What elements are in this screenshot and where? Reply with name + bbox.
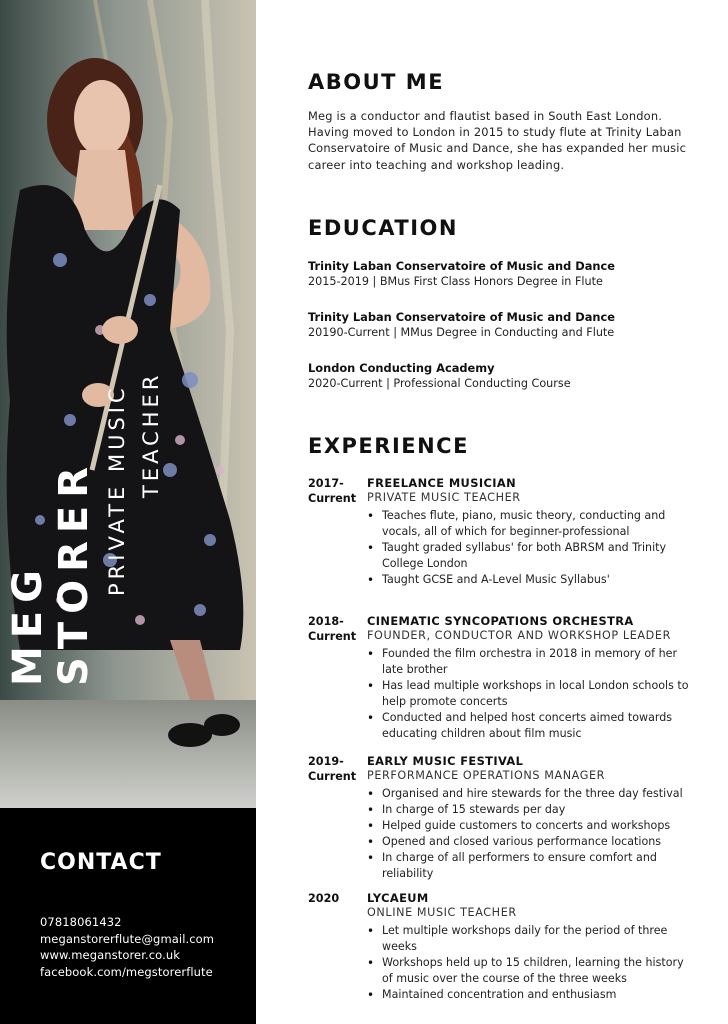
- experience-role: FREELANCE MUSICIAN: [367, 476, 516, 490]
- education-detail: 20190-Current | MMus Degree in Conducting and Flute: [308, 326, 615, 339]
- education-detail: 2020-Current | Professional Conducting Course: [308, 377, 571, 390]
- experience-date-start: 2019-: [308, 755, 344, 768]
- experience-title: EXPERIENCE: [308, 434, 469, 458]
- first-name: MEG: [5, 562, 51, 686]
- bullet-item: • Let multiple workshops daily for the period of three weeks: [367, 923, 692, 955]
- bullet-item: • Conducted and helped host concerts aimed towards educating children about film music: [367, 710, 692, 742]
- contact-panel: [0, 808, 256, 1024]
- education-detail: 2015-2019 | BMus First Class Honors Degree in Flute: [308, 275, 603, 288]
- experience-bullets: [367, 923, 692, 1003]
- education-item: [308, 309, 698, 341]
- experience-bullets: [367, 646, 692, 742]
- experience-subtitle: ONLINE MUSIC TEACHER: [367, 906, 517, 919]
- last-name: STORER: [51, 458, 97, 686]
- experience-subtitle: PRIVATE MUSIC TEACHER: [367, 491, 521, 504]
- experience-subtitle: PERFORMANCE OPERATIONS MANAGER: [367, 769, 606, 782]
- bullet-item: • Taught graded syllabus' for both ABRSM and Trinity College London: [367, 540, 692, 572]
- profile-photo: [0, 0, 256, 808]
- bullet-item: • Organised and hire stewards for the three day festival: [367, 786, 692, 802]
- experience-role: LYCAEUM: [367, 891, 429, 905]
- education-school: Trinity Laban Conservatoire of Music and Dance: [308, 310, 615, 324]
- role-line-2: TEACHER: [139, 371, 163, 498]
- role-line-1: PRIVATE MUSIC: [105, 384, 129, 596]
- education-school: Trinity Laban Conservatoire of Music and Dance: [308, 259, 615, 273]
- bullet-item: • Teaches flute, piano, music theory, conducting and vocals, all of which for beginner-professional: [367, 508, 692, 540]
- experience-date: [308, 754, 360, 784]
- contact-facebook[interactable]: facebook.com/megstorerflute: [40, 964, 213, 979]
- experience-date: [308, 614, 360, 644]
- bullet-item: • Maintained concentration and enthusiasm: [367, 987, 692, 1003]
- education-item: [308, 258, 698, 290]
- education-title: EDUCATION: [308, 216, 458, 240]
- contact-list: [40, 914, 214, 980]
- bullet-item: • Founded the film orchestra in 2018 in memory of her late brother: [367, 646, 692, 678]
- experience-subtitle: FOUNDER, CONDUCTOR AND WORKSHOP LEADER: [367, 629, 671, 642]
- left-column: [0, 0, 256, 1024]
- experience-role: CINEMATIC SYNCOPATIONS ORCHESTRA: [367, 614, 634, 628]
- bullet-item: • Workshops held up to 15 children, learning the history of music over the course of the three weeks: [367, 955, 692, 987]
- education-school: London Conducting Academy: [308, 361, 495, 375]
- experience-body: [367, 614, 692, 742]
- bullet-item: • Opened and closed various performance locations: [367, 834, 692, 850]
- experience-date-end: Current: [308, 630, 357, 643]
- education-item: [308, 360, 698, 392]
- bullet-item: • Helped guide customers to concerts and workshops: [367, 818, 692, 834]
- experience-date-end: Current: [308, 492, 357, 505]
- experience-bullets: [367, 786, 692, 882]
- experience-date-start: 2020: [308, 892, 340, 905]
- experience-date-end: Current: [308, 770, 357, 783]
- experience-body: [367, 476, 692, 588]
- experience-date-start: 2018-: [308, 615, 344, 628]
- experience-body: [367, 891, 692, 1003]
- name-block: [0, 0, 256, 808]
- bullet-item: • In charge of all performers to ensure comfort and reliability: [367, 850, 692, 882]
- bullet-item: • Taught GCSE and A-Level Music Syllabus': [367, 572, 692, 588]
- about-text: Meg is a conductor and flautist based in South East London. Having moved to London in 2015 to study flute at Trinity Laban Conservatoire of Music and Dance, she has expanded her music career into teaching and workshop leading.: [308, 109, 687, 172]
- about-title: ABOUT ME: [308, 70, 445, 94]
- bullet-item: • Has lead multiple workshops in local London schools to help promote concerts: [367, 678, 692, 710]
- experience-date: [308, 476, 360, 506]
- experience-body: [367, 754, 692, 882]
- experience-role: EARLY MUSIC FESTIVAL: [367, 754, 524, 768]
- experience-date: [308, 891, 360, 906]
- experience-date-start: 2017-: [308, 477, 344, 490]
- bullet-item: • In charge of 15 stewards per day: [367, 802, 692, 818]
- contact-website[interactable]: www.meganstorer.co.uk: [40, 948, 181, 962]
- contact-phone: 07818061432: [40, 915, 122, 929]
- experience-bullets: [367, 508, 692, 588]
- contact-email[interactable]: meganstorerflute@gmail.com: [40, 931, 215, 946]
- contact-title: CONTACT: [40, 850, 162, 875]
